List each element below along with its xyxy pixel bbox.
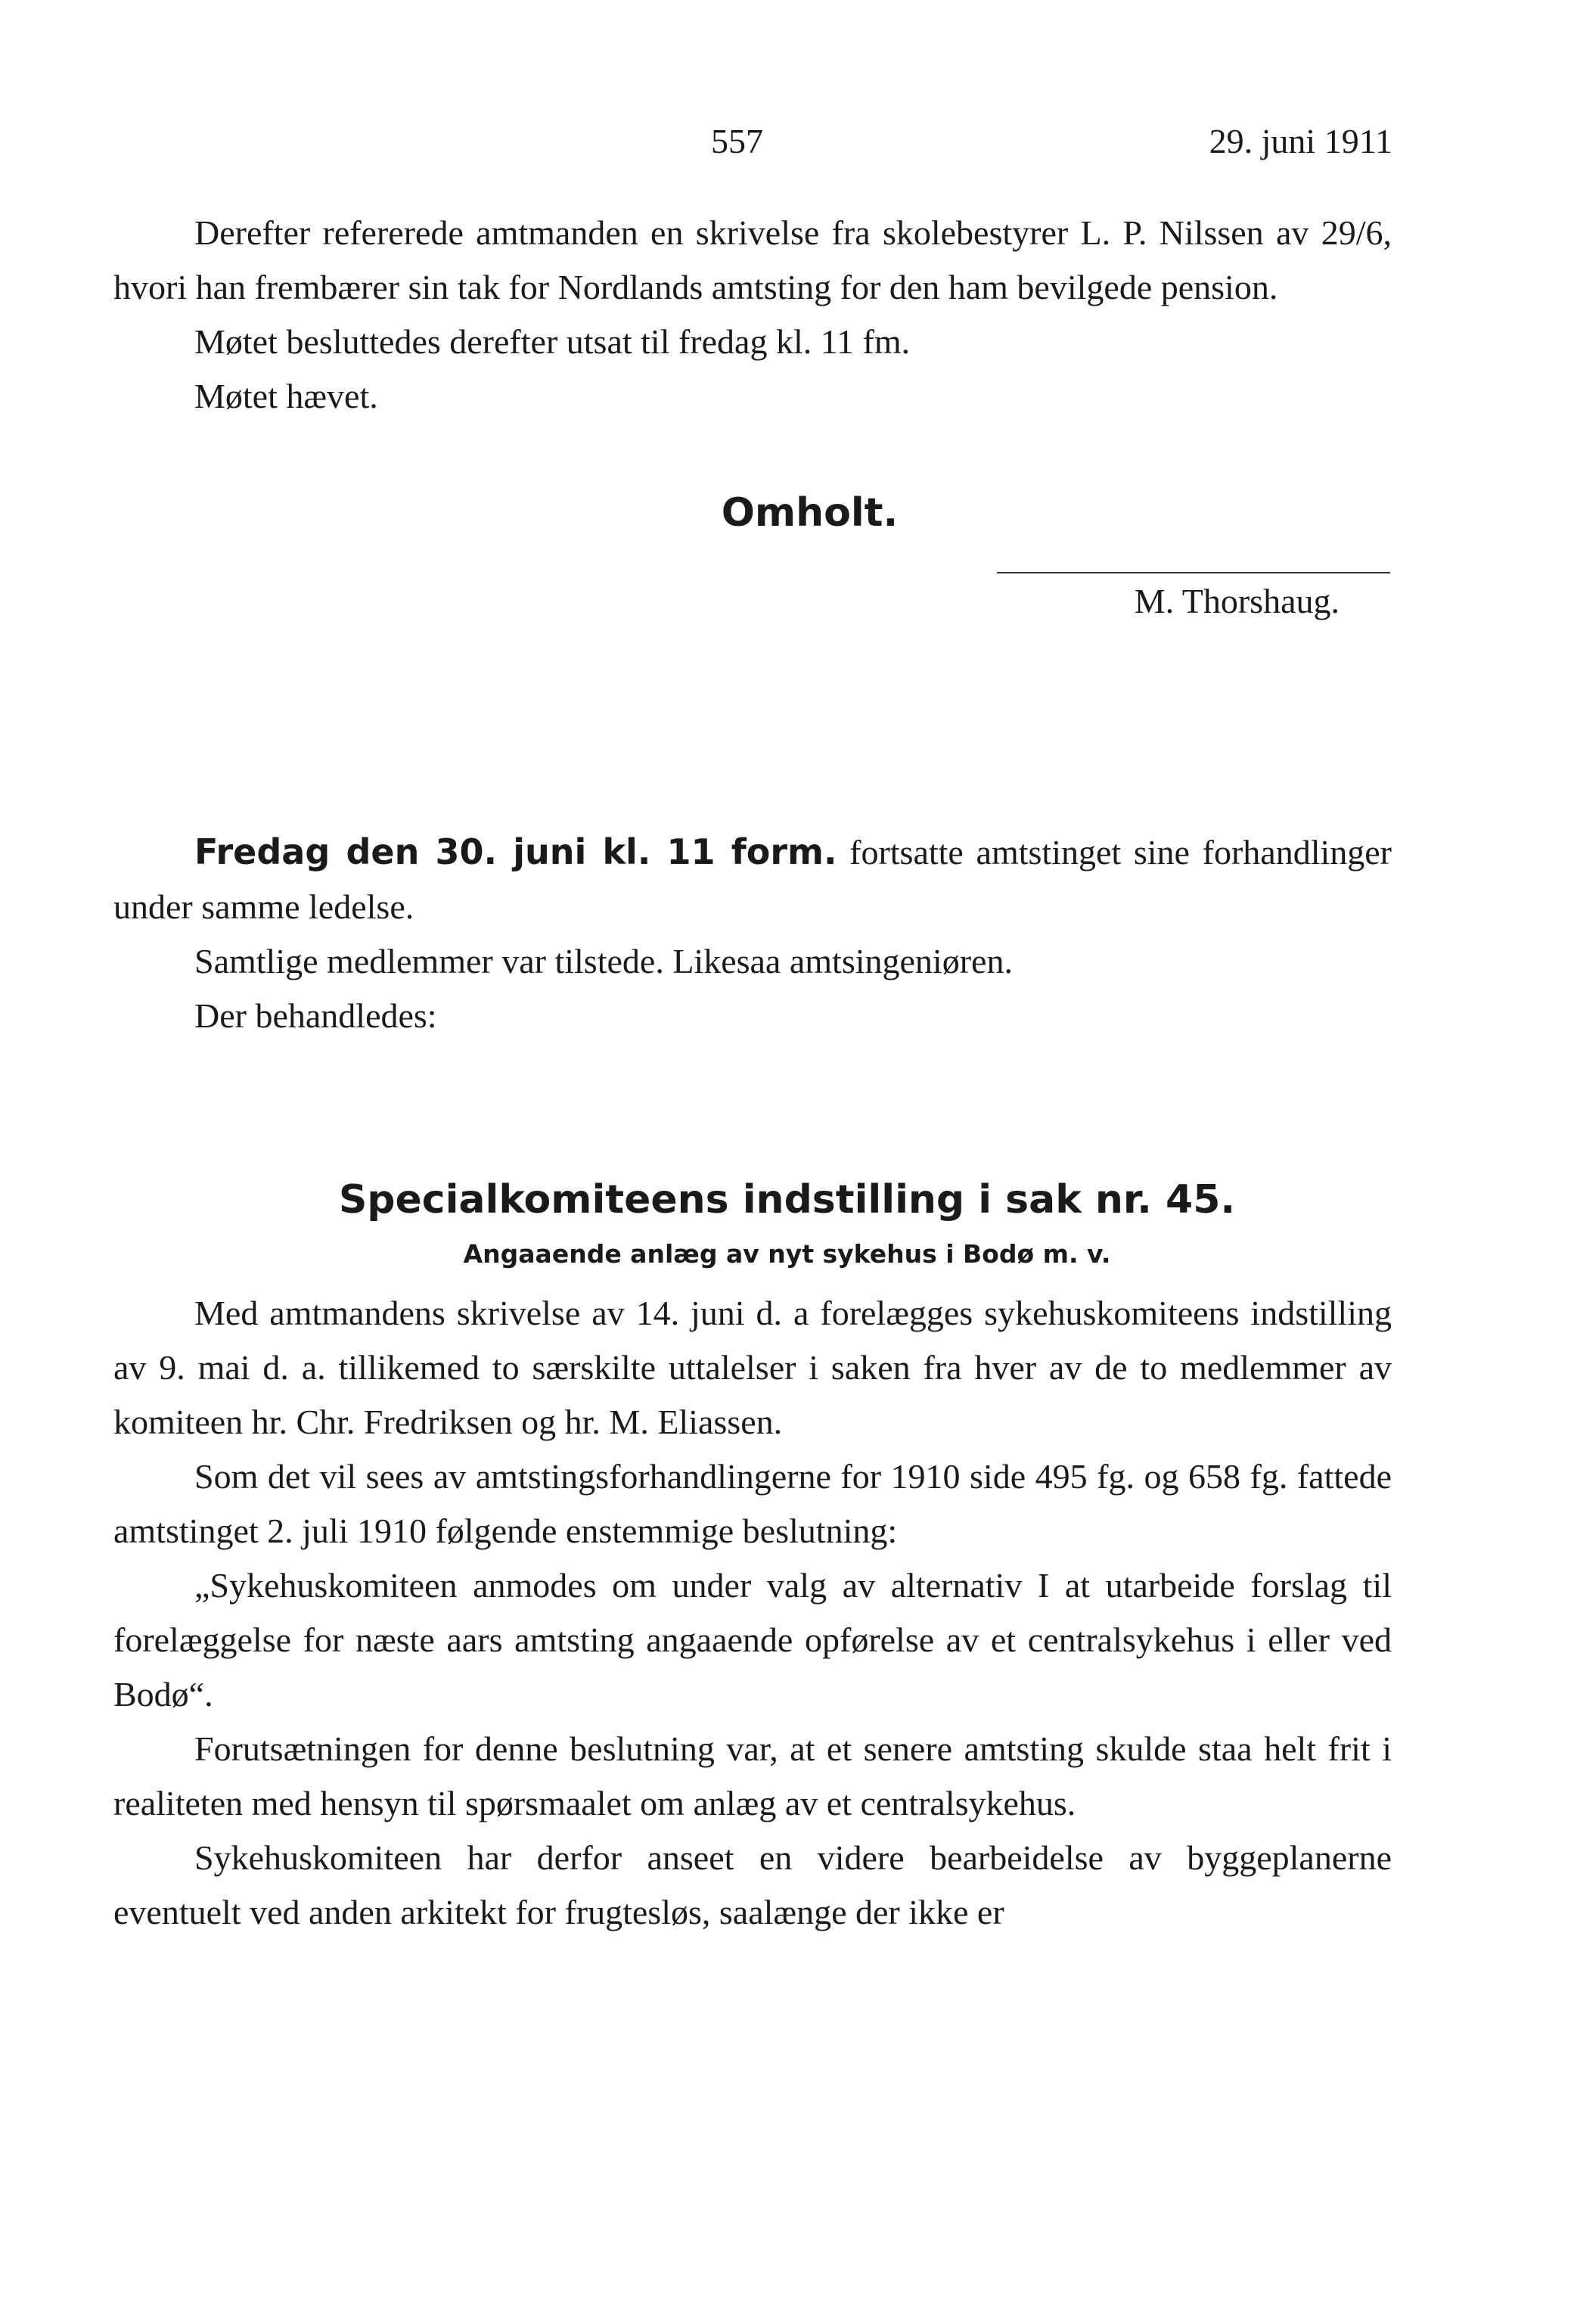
paragraph: Forutsætningen for denne beslutning var, at et senere amtsting skulde staa helt frit i realiteten med hensyn til spørsmaalet om anlæg av et centralsykehus. [113, 1729, 1392, 1822]
page-number: 557 [711, 122, 763, 160]
session-minutes [113, 825, 1392, 1043]
opening-minutes [113, 206, 1392, 424]
paragraph: Møtet hævet. [194, 377, 378, 415]
paragraph: Samtlige medlemmer var tilstede. Likesaa amtsingeniøren. [194, 942, 1013, 980]
paragraph: Som det vil sees av amtstingsforhandlingerne for 1910 side 495 fg. og 658 fg. fattede amtstinget 2. juli 1910 følgende enstemmige beslutning: [113, 1457, 1392, 1550]
signature-rule [997, 572, 1390, 573]
secretary-signature: M. Thorshaug. [1134, 582, 1340, 620]
paragraph: Derefter refererede amtmanden en skrivelse fra skolebestyrer L. P. Nilssen av 29/6, hvori han frembærer sin tak for Nordlands amtsting for den ham bevilgede pension. [113, 213, 1392, 306]
page-date: 29. juni 1911 [1209, 122, 1392, 160]
page-header [113, 121, 1392, 182]
session-lead-rest: fortsatte amtstinget sine forhandlinger under samme ledelse. [113, 833, 1392, 926]
paragraph: Der behandledes: [194, 996, 437, 1035]
section-title: Specialkomiteens indstilling i sak nr. 45. [338, 1177, 1236, 1223]
session-lead: Fredag den 30. juni kl. 11 form. [194, 831, 837, 872]
section-subtitle: Angaaende anlæg av nyt sykehus i Bodø m. v. [463, 1239, 1111, 1269]
section-body [113, 1286, 1392, 1940]
paragraph: Møtet besluttedes derefter utsat til fredag kl. 11 fm. [194, 322, 911, 361]
chair-signature: Omholt. [721, 490, 899, 536]
quoted-resolution: „Sykehuskomiteen anmodes om under valg av alternativ I at utarbeide forslag til forelæggelse for næste aars amtsting angaaende opførelse av et centralsykehus i eller ved Bodø“. [113, 1566, 1392, 1713]
session-opening [113, 825, 1392, 934]
paragraph: Sykehuskomiteen har derfor anseet en videre bearbeidelse av byggeplanerne eventuelt ved anden arkitekt for frugtesløs, saalænge der ikke er [113, 1838, 1392, 1931]
paragraph: Med amtmandens skrivelse av 14. juni d. a forelægges sykehuskomiteens indstilling av 9. mai d. a. tillikemed to særskilte uttalelser i saken fra hver av de to medlemmer av komiteen hr. Chr. Fredriksen og hr. M. Eliassen. [113, 1294, 1392, 1441]
